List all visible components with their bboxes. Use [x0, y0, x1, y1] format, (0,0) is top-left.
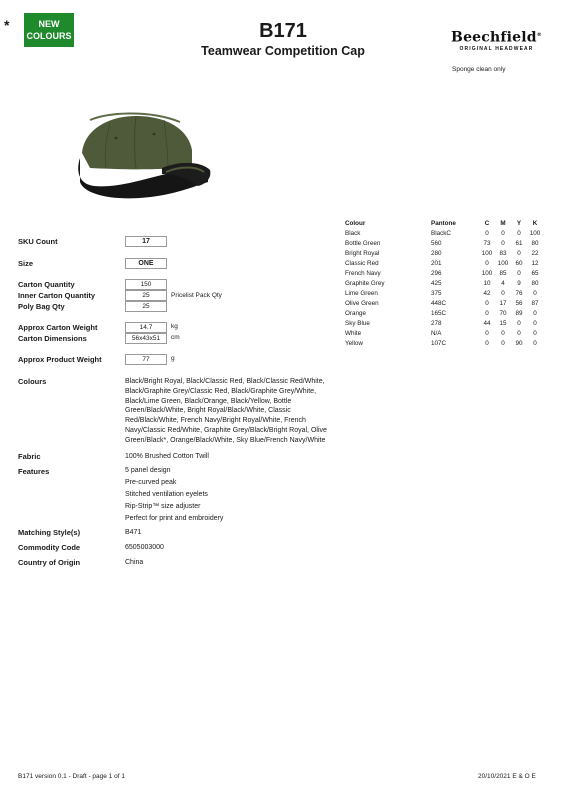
- cmyk-m: 17: [499, 300, 507, 307]
- cmyk-y: 0: [517, 230, 521, 237]
- colour-name: Yellow: [345, 340, 363, 347]
- colours-label: Colours: [18, 377, 47, 386]
- colour-name: Lime Green: [345, 290, 378, 297]
- cmyk-y: 9: [517, 280, 521, 287]
- carton-dims-unit: cm: [171, 334, 180, 341]
- feature-item: Pre-curved peak: [125, 479, 177, 486]
- poly-bag-label: Poly Bag Qty: [18, 302, 65, 311]
- pantone-code: 280: [431, 250, 442, 257]
- cmyk-c: 0: [485, 340, 489, 347]
- cmyk-k: 80: [531, 280, 539, 287]
- carton-weight-value: 14.7: [125, 322, 167, 333]
- colours-list: Black/Bright Royal, Black/Classic Red, Black/Classic Red/White, Black/Graphite Grey/Classic Red, Black/Graphite Grey/White, Black/Lime Green, Black/Orange, Black/Yellow, Bottle Green/Black/White, Bright Royal/Black/White, Classic Red/Black/White, French Navy/Bright Royal/White, French Navy/Classic Red/White, Graphite Grey/Black/Bright Royal, Olive Green/Black*, Orange/Black/White, Sky Blue/French Navy/White: [125, 378, 327, 444]
- pantone-code: 425: [431, 280, 442, 287]
- features-label: Features: [18, 467, 50, 476]
- cmyk-k: 87: [531, 300, 539, 307]
- cmyk-c: 73: [483, 240, 491, 247]
- colour-name: Black: [345, 230, 361, 237]
- fabric-value: 100% Brushed Cotton Twill: [125, 453, 209, 460]
- colour-table-row: [345, 339, 543, 349]
- carton-dims-value: 56x43x51: [125, 333, 167, 344]
- header-k: K: [532, 220, 538, 227]
- pantone-code: 296: [431, 270, 442, 277]
- country-of-origin-label: Country of Origin: [18, 558, 81, 567]
- cmyk-c: 42: [483, 290, 491, 297]
- pantone-code: 448C: [431, 300, 447, 307]
- pantone-code: N/A: [431, 330, 442, 337]
- cmyk-y: 0: [517, 250, 521, 257]
- colour-table: [345, 219, 543, 349]
- cmyk-y: 89: [515, 310, 523, 317]
- cmyk-k: 0: [533, 310, 537, 317]
- cmyk-m: 15: [499, 320, 507, 327]
- cmyk-m: 85: [499, 270, 507, 277]
- cmyk-k: 80: [531, 240, 539, 247]
- cmyk-m: 83: [499, 250, 507, 257]
- sku-count-label: SKU Count: [18, 237, 58, 246]
- sku-count-value: 17: [125, 236, 167, 247]
- colour-table-row: [345, 279, 543, 289]
- matching-styles-label: Matching Style(s): [18, 528, 81, 537]
- pantone-code: 278: [431, 320, 442, 327]
- cmyk-c: 44: [483, 320, 491, 327]
- cmyk-y: 76: [515, 290, 523, 297]
- features-list: [125, 466, 223, 526]
- header-y: Y: [516, 220, 522, 227]
- matching-styles-value: B471: [125, 529, 142, 536]
- colour-name: French Navy: [345, 270, 381, 277]
- header-colour: Colour: [345, 220, 366, 227]
- colour-table-row: [345, 299, 543, 309]
- colour-table-row: [345, 239, 543, 249]
- cmyk-k: 0: [533, 290, 537, 297]
- cmyk-k: 0: [533, 330, 537, 337]
- carton-qty-label: Carton Quantity: [18, 280, 75, 289]
- product-code: B171: [259, 20, 307, 42]
- fabric-label: Fabric: [18, 452, 41, 461]
- colour-name: Olive Green: [345, 300, 379, 307]
- colour-name: Orange: [345, 310, 367, 317]
- cmyk-c: 100: [481, 270, 493, 277]
- colour-table-row: [345, 309, 543, 319]
- cmyk-k: 12: [531, 260, 539, 267]
- feature-item: Stitched ventilation eyelets: [125, 491, 208, 498]
- size-label: Size: [18, 259, 34, 268]
- cmyk-c: 0: [485, 310, 489, 317]
- cmyk-m: 0: [501, 340, 505, 347]
- poly-bag-value: 25: [125, 301, 167, 312]
- asterisk-mark: *: [4, 17, 10, 33]
- cmyk-m: 0: [501, 330, 505, 337]
- country-of-origin-value: China: [125, 559, 144, 566]
- inner-carton-label: Inner Carton Quantity: [18, 291, 96, 300]
- pantone-code: 107C: [431, 340, 447, 347]
- colour-table-row: [345, 249, 543, 259]
- carton-weight-unit: kg: [171, 323, 178, 330]
- pantone-code: 375: [431, 290, 442, 297]
- pantone-code: 560: [431, 240, 442, 247]
- cmyk-y: 61: [515, 240, 523, 247]
- brand-tagline: ORIGINAL HEADWEAR: [459, 45, 534, 52]
- brand-name: Beechfield: [451, 29, 537, 46]
- colour-name: Sky Blue: [345, 320, 370, 327]
- cmyk-c: 0: [485, 300, 489, 307]
- cmyk-c: 100: [481, 250, 493, 257]
- cmyk-k: 0: [533, 320, 537, 327]
- footer-date: 20/10/2021 E & O E: [478, 773, 536, 780]
- colour-table-row: [345, 229, 543, 239]
- cap-product-image: [70, 108, 220, 208]
- cmyk-y: 90: [515, 340, 523, 347]
- care-instructions: Sponge clean only: [452, 66, 506, 73]
- carton-weight-label: Approx Carton Weight: [18, 323, 98, 332]
- size-value: ONE: [125, 258, 167, 269]
- cmyk-c: 0: [485, 230, 489, 237]
- cmyk-y: 60: [515, 260, 523, 267]
- colour-table-row: [345, 269, 543, 279]
- cmyk-k: 65: [531, 270, 539, 277]
- cmyk-c: 0: [485, 260, 489, 267]
- registered-mark: ®: [536, 32, 542, 38]
- cmyk-m: 0: [501, 240, 505, 247]
- badge-line-2: COLOURS: [26, 31, 72, 41]
- product-name: Teamwear Competition Cap: [201, 44, 365, 58]
- cmyk-k: 22: [531, 250, 539, 257]
- brand-logo: [449, 27, 544, 53]
- colour-name: Classic Red: [345, 260, 379, 267]
- colour-table-row: [345, 329, 543, 339]
- colour-name: White: [345, 330, 362, 337]
- colour-name: Bright Royal: [345, 250, 380, 257]
- colour-name: Bottle Green: [345, 240, 381, 247]
- feature-item: Perfect for print and embroidery: [125, 515, 224, 522]
- colour-table-row: [345, 259, 543, 269]
- feature-item: 5 panel design: [125, 467, 171, 474]
- commodity-code-label: Commodity Code: [18, 543, 81, 552]
- header-c: C: [484, 220, 490, 227]
- product-weight-unit: g: [171, 355, 175, 362]
- cmyk-c: 0: [485, 330, 489, 337]
- carton-dims-label: Carton Dimensions: [18, 334, 87, 343]
- cmyk-c: 10: [483, 280, 491, 287]
- pantone-code: 201: [431, 260, 442, 267]
- product-weight-label: Approx Product Weight: [18, 355, 102, 364]
- commodity-code-value: 6505003000: [125, 544, 164, 551]
- header-m: M: [500, 220, 506, 227]
- header-pantone: Pantone: [431, 220, 456, 227]
- pantone-code: BlackC: [431, 230, 451, 237]
- pricelist-pack-note: Pricelist Pack Qty: [171, 292, 222, 299]
- cmyk-m: 70: [499, 310, 507, 317]
- colour-table-row: [345, 319, 543, 329]
- cmyk-m: 0: [501, 230, 505, 237]
- cmyk-m: 4: [501, 280, 505, 287]
- feature-item: Rip-Strip™ size adjuster: [125, 503, 201, 510]
- cmyk-m: 0: [501, 290, 505, 297]
- colour-table-row: [345, 289, 543, 299]
- cmyk-y: 0: [517, 320, 521, 327]
- colour-table-header: [345, 219, 543, 229]
- cmyk-k: 0: [533, 340, 537, 347]
- cmyk-k: 100: [529, 230, 541, 237]
- footer-version: B171 version 0.1 - Draft - page 1 of 1: [18, 773, 125, 780]
- carton-qty-value: 150: [125, 279, 167, 290]
- product-weight-value: 77: [125, 354, 167, 365]
- pantone-code: 165C: [431, 310, 447, 317]
- inner-carton-value: 25: [125, 290, 167, 301]
- cmyk-y: 56: [515, 300, 523, 307]
- cmyk-m: 100: [497, 260, 509, 267]
- colour-name: Graphite Grey: [345, 280, 385, 287]
- badge-line-1: NEW: [38, 19, 60, 29]
- cmyk-y: 0: [517, 270, 521, 277]
- cmyk-y: 0: [517, 330, 521, 337]
